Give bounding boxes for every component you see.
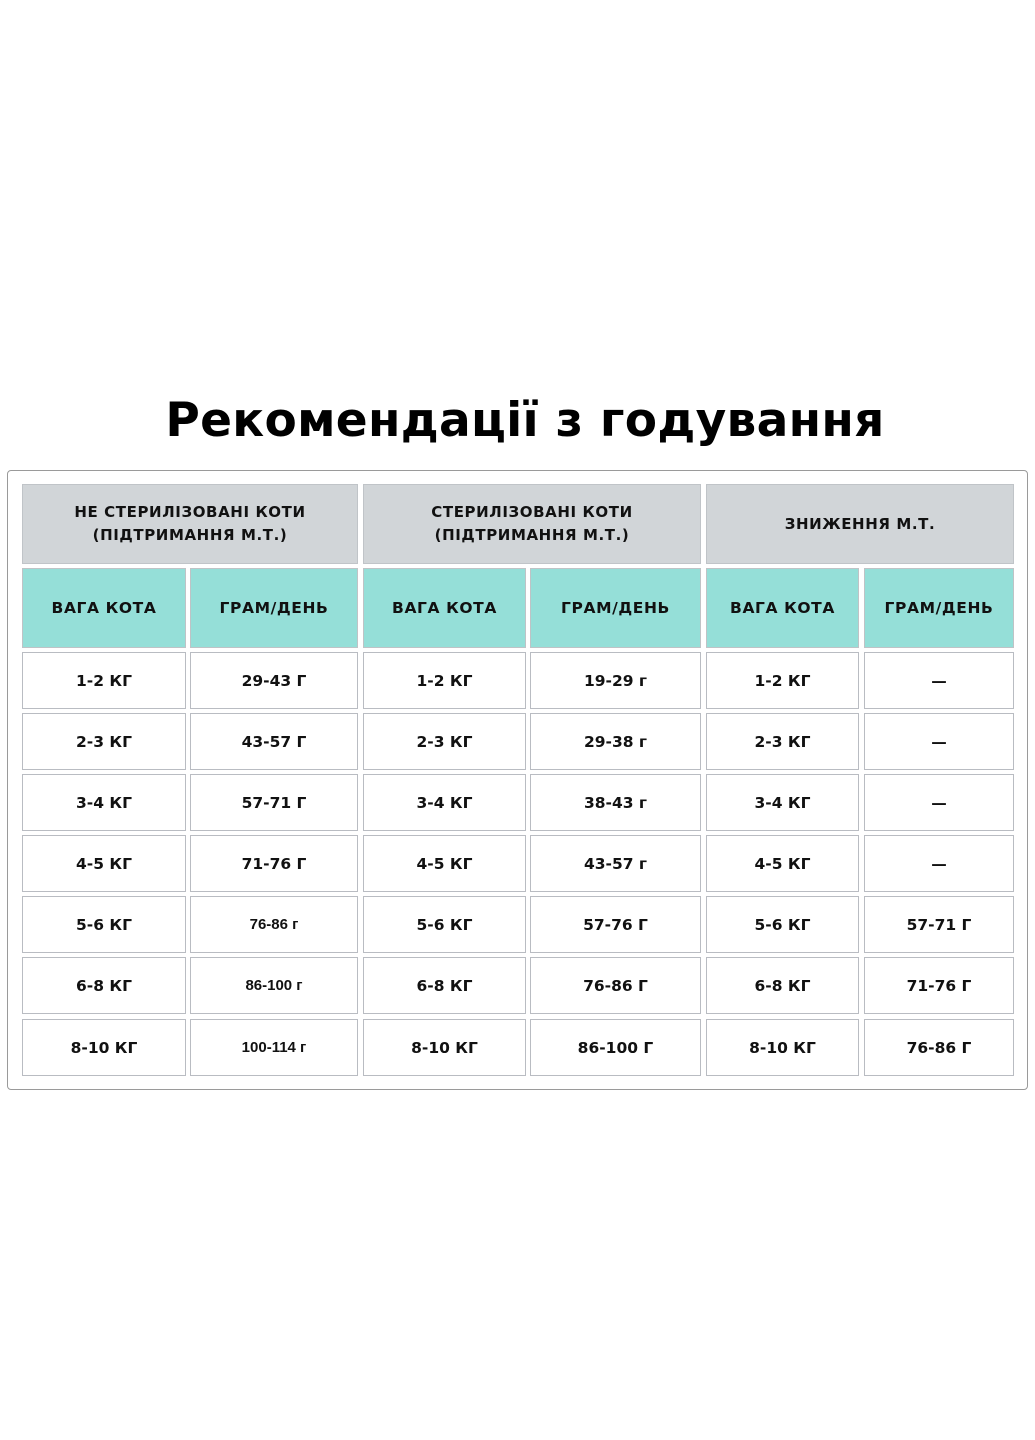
table-cell: — [864,652,1014,709]
table-cell: 1-2 КГ [22,652,186,709]
group-header-line: (ПІДТРИМАННЯ М.Т.) [434,526,630,544]
column-header: ГРАМ/ДЕНЬ [864,568,1014,648]
table-cell: — [864,713,1014,770]
table-cell: 2-3 КГ [22,713,186,770]
table-cell: 57-71 Г [864,896,1014,953]
table-cell: 57-71 Г [190,774,358,831]
table-cell: 76-86 Г [530,957,701,1014]
column-header: ВАГА КОТА [363,568,526,648]
table-cell: 43-57 г [530,835,701,892]
table-cell: 8-10 КГ [706,1019,859,1076]
group-header-line: НЕ СТЕРИЛІЗОВАНІ КОТИ [74,503,306,521]
table-cell: 8-10 КГ [363,1019,526,1076]
table-cell: 8-10 КГ [22,1019,186,1076]
group-header-text [785,513,936,536]
table-cell: 19-29 г [530,652,701,709]
table-cell: — [864,774,1014,831]
table-cell: 2-3 КГ [363,713,526,770]
group-header-text [74,501,305,547]
group-header [22,484,358,564]
table-cell: 2-3 КГ [706,713,859,770]
table-cell: 57-76 Г [530,896,701,953]
group-header [363,484,701,564]
column-header: ГРАМ/ДЕНЬ [190,568,358,648]
table-cell: 3-4 КГ [363,774,526,831]
table-cell: 6-8 КГ [363,957,526,1014]
table-cell: — [864,835,1014,892]
table-cell: 4-5 КГ [706,835,859,892]
table-cell: 1-2 КГ [363,652,526,709]
table-cell: 6-8 КГ [706,957,859,1014]
table-cell: 5-6 КГ [363,896,526,953]
group-header-text [431,501,632,547]
group-header-line: СТЕРИЛІЗОВАНІ КОТИ [431,503,633,521]
table-cell: 29-38 г [530,713,701,770]
table-cell: 4-5 КГ [22,835,186,892]
group-header-line: ЗНИЖЕННЯ М.Т. [784,514,936,533]
table-cell: 100-114 г [190,1019,358,1076]
column-header: ВАГА КОТА [22,568,186,648]
table-cell: 71-76 Г [864,957,1014,1014]
column-header: ГРАМ/ДЕНЬ [530,568,701,648]
table-cell: 86-100 г [190,957,358,1014]
table-cell: 38-43 г [530,774,701,831]
table-cell: 3-4 КГ [22,774,186,831]
table-cell: 4-5 КГ [363,835,526,892]
page-title: Рекомендації з годування [165,393,885,448]
group-header-line: (ПІДТРИМАННЯ М.Т.) [92,526,288,544]
table-cell: 76-86 Г [864,1019,1014,1076]
column-header: ВАГА КОТА [706,568,859,648]
table-cell: 43-57 Г [190,713,358,770]
table-cell: 71-76 Г [190,835,358,892]
group-header [706,484,1014,564]
table-cell: 5-6 КГ [706,896,859,953]
table-cell: 1-2 КГ [706,652,859,709]
table-cell: 5-6 КГ [22,896,186,953]
table-cell: 6-8 КГ [22,957,186,1014]
table-cell: 76-86 г [190,896,358,953]
table-cell: 29-43 Г [190,652,358,709]
table-cell: 86-100 Г [530,1019,701,1076]
table-cell: 3-4 КГ [706,774,859,831]
